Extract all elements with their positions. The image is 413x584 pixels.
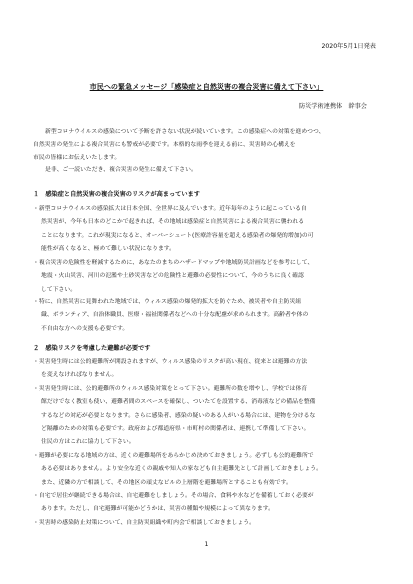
bullet-line: ・新型コロナウイルスの感染拡大は日本全国、全世界に及んでいます。近年毎年のように起こっている自 [33,206,307,212]
bullet-line: ・災害発生時には、公的避難所のウィルス感染対策をとって下さい。避難所の数を増やし、学校では体育 [33,386,308,392]
bullet-line: 住民の方はこれに協力して下さい。 [41,439,135,446]
bullet-line: ことになります。これが現実になると、オーバーシュート(医療許容量を超える感染者の爆発的増加)の可 [41,232,314,239]
intro-paragraph [33,126,379,177]
author-organization: 防災学術連携体 幹事会 [298,103,367,110]
bullet-line: 然災害が、今年も日本のどこかで起きれば、その地域は感染症と自然災害による複合災害に襲われる [41,219,305,226]
section-2-bullet [33,356,379,383]
bullet-line: ・避難が必要になる地域の方は、近くの避難場所をあらかじめ決めておきましょう。必ずしも公的避難所で [33,453,314,459]
publication-date: 2020年5月1日発表 [321,43,376,50]
bullet-line: ・特に、自然災害に見舞われた地域では、ウィルス感染の爆発的拡大を防ぐため、被災者や自主防災組 [33,299,302,305]
section-2-bullet [33,517,379,530]
intro-line: 新型コロナウイルスの感染について予断を許さない状況が続いています。この感染症への対策を進めつつ、 [45,129,325,135]
section-2-bullet [33,450,379,490]
page-number: 1 [204,541,209,548]
bullet-line: ・自宅で居住が継続できる場合は、自宅避難をしましょう。その場合、食料や水などを備蓄しておく必要が [33,493,314,499]
bullet-line: ・複合災害の危険性を軽減するために、あなたのまちのハザードマップや地域防災計画などを参考にして、 [33,260,314,266]
bullet-line: 地震・火山災害、河川の氾濫や土砂災害などの危険性と避難の必要性について、今のうちに良く確認 [41,273,304,280]
bullet-line: ある必要はありません。より安全な近くの親戚や知人の家なども自主避難先として計画しておきましょう。 [41,466,322,473]
bullet-line: して下さい。 [41,286,77,293]
bullet-line: するなどの対応が必要となります。さらに感染者、感染の疑いのある人がいる場合には、建物を分けるな [41,412,316,419]
bullet-line: ・災害発生時には公的避難所が開設されますが、ウィルス感染のリスクが高い現在、従来とは避難の方法 [33,359,308,365]
intro-line: 自然災害の発生による複合災害にも警戒が必要です。本格的な雨季を迎える前に、災害時の心構えを [33,141,296,148]
bullet-line: 織、ボランティア、自治体職員、医療・福祉関係者などへの十分な配慮が求められます。高齢者や体の [41,312,309,319]
document-title: 市民への緊急メッセージ「感染症と自然災害の複合災害に備えて下さい」 [89,82,324,91]
section-2-bullet [33,383,379,449]
bullet-line: また、近隣の方で相談して、その地区の頑丈なビルの上層階を避難場所とすることも有効です。 [41,479,292,486]
bullet-line: ・災害時の感染防止対策について、自主防災組織や町内会で相談しておきましょう。 [33,520,255,526]
bullet-line: あります。ただし、自宅避難が可能かどうかは、災害の種類や規模によって異なります。 [41,506,274,513]
bullet-line: 不自由な方への支援も必要です。 [41,325,129,332]
section-1-heading: １ 感染症と自然災害の複合災害のリスクが高まっています [33,191,200,198]
section-1-bullet [33,257,379,297]
intro-line: 市民の皆様にお伝えいたします。 [33,154,121,161]
section-1-bullet [33,203,379,256]
bullet-line: 能性が高くなると、極めて難しい状況になります。 [41,245,176,252]
section-2-bullet [33,490,379,517]
bullet-line: を変えなければなりません。 [41,372,118,379]
bullet-line: 館だけでなく教室も使い、避難者間のスペースを確保し、ついたてを設置する、消毒液などの備品を整備 [41,399,316,406]
section-2-heading: ２ 感染リスクを考慮した避難が必要です [33,345,151,352]
section-1-bullet [33,296,379,336]
intro-line: 是非、ご一読いただき、複合災害の発生に備えて下さい。 [45,167,197,174]
bullet-line: ど隔離のための対策も必要です。政府および都道府県・市町村の関係者は、連携して準備して下さい。 [41,425,310,432]
